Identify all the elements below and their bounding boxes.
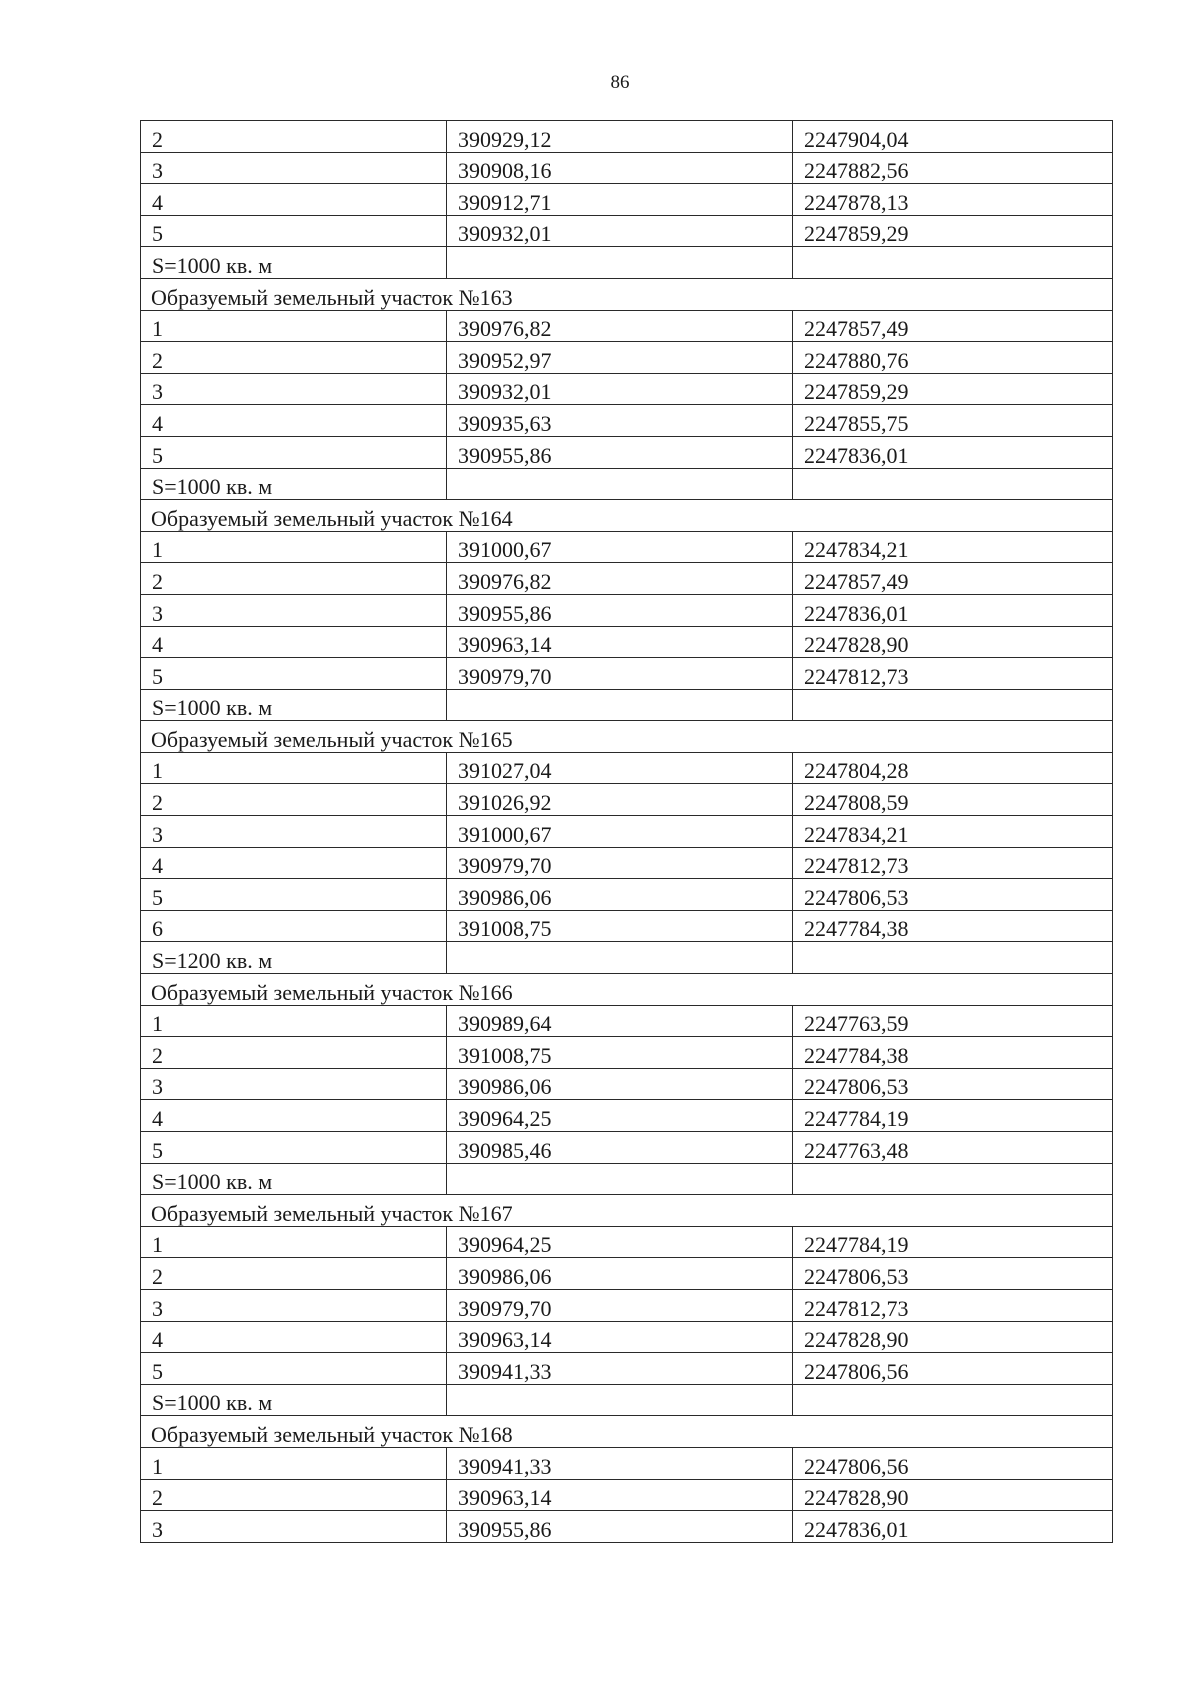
point-number: 3: [141, 373, 447, 405]
area-value: S=1000 кв. м: [141, 689, 447, 721]
parcel-header-row: [141, 974, 1113, 1006]
empty-cell: [447, 689, 793, 721]
coordinate-y: 2247806,56: [793, 1447, 1113, 1479]
coordinate-x: 390908,16: [447, 152, 793, 184]
point-number: 2: [141, 784, 447, 816]
coordinate-x: 390952,97: [447, 342, 793, 374]
area-value: S=1200 кв. м: [141, 942, 447, 974]
parcel-title: Образуемый земельный участок №168: [141, 1416, 1113, 1448]
table-row: [141, 1447, 1113, 1479]
parcel-title: Образуемый земельный участок №164: [141, 500, 1113, 532]
coordinate-x: 390979,70: [447, 658, 793, 690]
coordinate-y: 2247836,01: [793, 436, 1113, 468]
coordinate-x: 391000,67: [447, 531, 793, 563]
point-number: 2: [141, 1479, 447, 1511]
point-number: 4: [141, 626, 447, 658]
coordinate-y: 2247882,56: [793, 152, 1113, 184]
coordinate-x: 390941,33: [447, 1353, 793, 1385]
table-row: [141, 910, 1113, 942]
parcel-header-row: [141, 500, 1113, 532]
coordinate-y: 2247904,04: [793, 121, 1113, 153]
page-number: 86: [610, 72, 630, 93]
parcel-title: Образуемый земельный участок №166: [141, 974, 1113, 1006]
coordinate-y: 2247806,53: [793, 1258, 1113, 1290]
area-value: S=1000 кв. м: [141, 1384, 447, 1416]
coordinate-y: 2247828,90: [793, 626, 1113, 658]
point-number: 3: [141, 1289, 447, 1321]
point-number: 5: [141, 879, 447, 911]
point-number: 2: [141, 342, 447, 374]
table-row: [141, 1132, 1113, 1164]
point-number: 2: [141, 1258, 447, 1290]
point-number: 4: [141, 1321, 447, 1353]
point-number: 3: [141, 594, 447, 626]
empty-cell: [793, 468, 1113, 500]
point-number: 6: [141, 910, 447, 942]
coordinate-x: 390912,71: [447, 184, 793, 216]
point-number: 3: [141, 1511, 447, 1543]
point-number: 3: [141, 816, 447, 848]
coordinate-x: 390929,12: [447, 121, 793, 153]
coordinate-x: 390986,06: [447, 1068, 793, 1100]
coordinate-y: 2247812,73: [793, 1289, 1113, 1321]
coordinate-y: 2247828,90: [793, 1479, 1113, 1511]
table-row: [141, 215, 1113, 247]
point-number: 1: [141, 531, 447, 563]
table-row: [141, 594, 1113, 626]
point-number: 3: [141, 1068, 447, 1100]
empty-cell: [793, 1384, 1113, 1416]
coordinate-y: 2247878,13: [793, 184, 1113, 216]
coordinate-x: 391026,92: [447, 784, 793, 816]
coordinate-y: 2247784,38: [793, 910, 1113, 942]
coordinate-y: 2247812,73: [793, 847, 1113, 879]
point-number: 3: [141, 152, 447, 184]
point-number: 1: [141, 752, 447, 784]
point-number: 2: [141, 563, 447, 595]
area-value: S=1000 кв. м: [141, 247, 447, 279]
point-number: 1: [141, 1005, 447, 1037]
coordinate-y: 2247806,53: [793, 879, 1113, 911]
coordinate-x: 390985,46: [447, 1132, 793, 1164]
empty-cell: [447, 1163, 793, 1195]
coordinate-y: 2247808,59: [793, 784, 1113, 816]
coordinate-x: 390963,14: [447, 626, 793, 658]
empty-cell: [447, 468, 793, 500]
table-row: [141, 152, 1113, 184]
area-row: [141, 942, 1113, 974]
coordinate-y: 2247834,21: [793, 531, 1113, 563]
coordinate-y: 2247784,38: [793, 1037, 1113, 1069]
coordinate-x: 390932,01: [447, 373, 793, 405]
table-row: [141, 816, 1113, 848]
coordinate-y: 2247859,29: [793, 373, 1113, 405]
area-row: [141, 247, 1113, 279]
table-row: [141, 405, 1113, 437]
table-row: [141, 1258, 1113, 1290]
coordinate-x: 390963,14: [447, 1321, 793, 1353]
table-row: [141, 1100, 1113, 1132]
point-number: 2: [141, 121, 447, 153]
coordinate-x: 390963,14: [447, 1479, 793, 1511]
coordinate-x: 390986,06: [447, 1258, 793, 1290]
empty-cell: [793, 942, 1113, 974]
point-number: 5: [141, 215, 447, 247]
table-row: [141, 1321, 1113, 1353]
table-row: [141, 626, 1113, 658]
point-number: 4: [141, 405, 447, 437]
area-value: S=1000 кв. м: [141, 1163, 447, 1195]
table-row: [141, 752, 1113, 784]
table-row: [141, 1353, 1113, 1385]
coordinate-x: 390955,86: [447, 436, 793, 468]
coordinate-y: 2247763,59: [793, 1005, 1113, 1037]
coordinates-table-body: [141, 121, 1113, 1543]
coordinate-x: 390964,25: [447, 1100, 793, 1132]
table-row: [141, 184, 1113, 216]
parcel-header-row: [141, 1195, 1113, 1227]
coordinate-y: 2247857,49: [793, 310, 1113, 342]
empty-cell: [447, 942, 793, 974]
point-number: 1: [141, 1226, 447, 1258]
table-row: [141, 1289, 1113, 1321]
coordinate-y: 2247859,29: [793, 215, 1113, 247]
table-row: [141, 879, 1113, 911]
point-number: 5: [141, 658, 447, 690]
area-row: [141, 689, 1113, 721]
table-row: [141, 121, 1113, 153]
table-row: [141, 784, 1113, 816]
coordinate-x: 391008,75: [447, 1037, 793, 1069]
coordinate-x: 390964,25: [447, 1226, 793, 1258]
area-row: [141, 1384, 1113, 1416]
coordinate-y: 2247806,56: [793, 1353, 1113, 1385]
empty-cell: [793, 1163, 1113, 1195]
table-row: [141, 373, 1113, 405]
coordinate-y: 2247828,90: [793, 1321, 1113, 1353]
table-row: [141, 531, 1113, 563]
empty-cell: [447, 247, 793, 279]
coordinate-x: 391000,67: [447, 816, 793, 848]
coordinate-x: 390979,70: [447, 847, 793, 879]
table-row: [141, 342, 1113, 374]
table-row: [141, 310, 1113, 342]
area-row: [141, 1163, 1113, 1195]
area-value: S=1000 кв. м: [141, 468, 447, 500]
parcel-title: Образуемый земельный участок №165: [141, 721, 1113, 753]
coordinate-x: 390976,82: [447, 563, 793, 595]
table-row: [141, 1226, 1113, 1258]
coordinate-x: 390955,86: [447, 1511, 793, 1543]
coordinate-y: 2247784,19: [793, 1100, 1113, 1132]
point-number: 1: [141, 1447, 447, 1479]
coordinate-y: 2247834,21: [793, 816, 1113, 848]
table-row: [141, 1068, 1113, 1100]
parcel-header-row: [141, 1416, 1113, 1448]
point-number: 5: [141, 436, 447, 468]
coordinate-y: 2247806,53: [793, 1068, 1113, 1100]
coordinate-y: 2247836,01: [793, 1511, 1113, 1543]
parcel-title: Образуемый земельный участок №163: [141, 278, 1113, 310]
point-number: 1: [141, 310, 447, 342]
point-number: 4: [141, 1100, 447, 1132]
point-number: 4: [141, 847, 447, 879]
coordinate-x: 391027,04: [447, 752, 793, 784]
table-row: [141, 658, 1113, 690]
coordinates-table: [140, 120, 1113, 1543]
table-row: [141, 436, 1113, 468]
coordinate-x: 390979,70: [447, 1289, 793, 1321]
table-row: [141, 1037, 1113, 1069]
area-row: [141, 468, 1113, 500]
coordinate-x: 390935,63: [447, 405, 793, 437]
coordinate-y: 2247812,73: [793, 658, 1113, 690]
coordinate-x: 390955,86: [447, 594, 793, 626]
parcel-title: Образуемый земельный участок №167: [141, 1195, 1113, 1227]
parcel-header-row: [141, 278, 1113, 310]
coordinate-x: 390941,33: [447, 1447, 793, 1479]
table-row: [141, 847, 1113, 879]
coordinate-x: 390932,01: [447, 215, 793, 247]
coordinate-x: 390986,06: [447, 879, 793, 911]
coordinate-y: 2247784,19: [793, 1226, 1113, 1258]
point-number: 5: [141, 1353, 447, 1385]
coordinate-x: 390976,82: [447, 310, 793, 342]
point-number: 5: [141, 1132, 447, 1164]
table-row: [141, 563, 1113, 595]
table-row: [141, 1479, 1113, 1511]
coordinate-y: 2247804,28: [793, 752, 1113, 784]
coordinate-y: 2247880,76: [793, 342, 1113, 374]
coordinate-y: 2247836,01: [793, 594, 1113, 626]
coordinate-y: 2247857,49: [793, 563, 1113, 595]
coordinate-y: 2247763,48: [793, 1132, 1113, 1164]
coordinate-x: 391008,75: [447, 910, 793, 942]
parcel-header-row: [141, 721, 1113, 753]
point-number: 4: [141, 184, 447, 216]
empty-cell: [793, 689, 1113, 721]
table-row: [141, 1511, 1113, 1543]
coordinate-y: 2247855,75: [793, 405, 1113, 437]
empty-cell: [447, 1384, 793, 1416]
table-row: [141, 1005, 1113, 1037]
coordinate-x: 390989,64: [447, 1005, 793, 1037]
point-number: 2: [141, 1037, 447, 1069]
empty-cell: [793, 247, 1113, 279]
